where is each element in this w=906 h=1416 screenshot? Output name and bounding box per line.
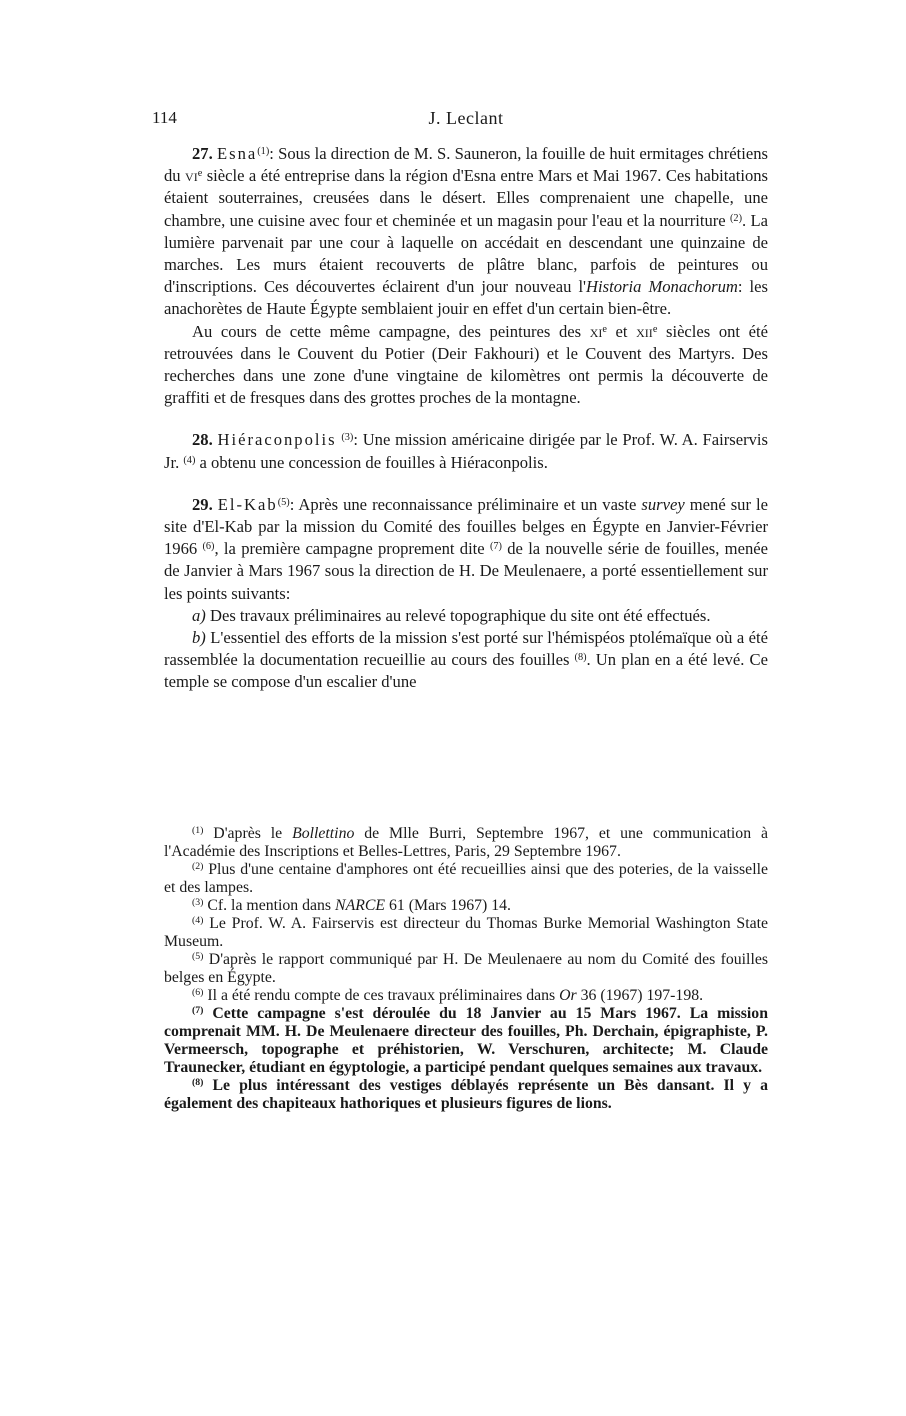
footnotes: [164, 825, 768, 1113]
page-header: [152, 108, 768, 132]
footnote-ref: (2): [730, 212, 742, 224]
running-head: J. Leclant: [428, 108, 504, 128]
footnote-8: $^{(8)}$ Le plus intéressant des vestiges déblayés représente un Bès dansant. Il y a également des chapiteaux hathoriques et plusieurs figures de lions.: [164, 1077, 768, 1112]
footnote-1: $^{(1)}$ D'après le Bollettino de Mlle Burri, Septembre 1967, et une communication à l'Académie des Inscriptions et Belles-Lettres, Paris, 29 Septembre 1967.: [164, 825, 768, 860]
footnote-4: $^{(4)}$ Le Prof. W. A. Fairservis est directeur du Thomas Burke Memorial Washington State Museum.: [164, 915, 768, 950]
paragraph-29: 29. El-Kab$^{(5)}$: Après une reconnaissance préliminaire et un vaste survey mené sur le site d'El-Kab par la mission du Comité des fouilles belges en Égypte en Janvier-Février 1966 $^{(6)}$, la première campagne proprement dite $^{(7)}$ de la nouvelle série de fouilles, menée de Janvier à Mars 1967 sous la direction de H. De Meulenaere, a porté essentiellement sur les points suivants:: [164, 494, 768, 603]
footnote-ref: (8): [574, 652, 587, 664]
paragraph-27-continued: Au cours de cette même campagne, des peintures des $xi^e$ et xii$^e$ siècles ont été retrouvées dans le Couvent du Potier (Deir Fakhouri) et le Couvent des Martyrs. Des recherches dans une zone d'une vingtaine de kilomètres ont permis la découverte de graffiti et de fresques dans des grottes proches de la montagne.: [164, 321, 768, 408]
paragraph-29-b: b) L'essentiel des efforts de la mission s'est porté sur l'hémispéos ptolémaïque où a été rassemblée la documentation recueillie au cours des fouilles $^{(8)}$. Un plan en a été levé. Ce temple se compose d'un escalier d'une: [164, 628, 768, 692]
footnote-ref: (7): [489, 541, 502, 553]
paragraph-28: 28. Hiéraconpolis $^{(3)}$: Une mission américaine dirigée par le Prof. W. A. Fairservis Jr. $^{(4)}$ a obtenu une concession de fouilles à Hiéraconpolis.: [164, 430, 768, 472]
footnote-6: $^{(6)}$ Il a été rendu compte de ces travaux préliminaires dans Or 36 (1967) 197-198.: [192, 987, 704, 1004]
site-name: Hiéraconpolis: [217, 430, 337, 450]
footnote-ref: (1): [257, 145, 270, 157]
footnote-2: $^{(2)}$ Plus d'une centaine d'amphores ont été recueillies ainsi que des poteries, de la vaisselle et des lampes.: [164, 861, 768, 896]
paragraph-29-a: a) Des travaux préliminaires au relevé topographique du site ont été effectués.: [192, 605, 711, 625]
site-name: El-Kab: [217, 494, 278, 514]
footnote-ref: (6): [202, 541, 215, 553]
footnote-ref: (4): [183, 454, 196, 466]
footnote-7: $^{(7)}$ Cette campagne s'est déroulée du 18 Janvier au 15 Mars 1967. La mission comprenait MM. H. De Meulenaere directeur des fouilles, Ph. Derchain, épigraphiste, P. Vermeersch, topographe et préhistorien, W. Verschuren, architecte; M. Claude Traunecker, étudiant en égyptologie, a participé pendant quelques semaines aux travaux.: [164, 1005, 768, 1076]
footnote-ref: (5): [277, 496, 290, 508]
footnote-3: $^{(3)}$ Cf. la mention dans NARCE 61 (Mars 1967) 14.: [192, 897, 511, 914]
body-text: [164, 143, 768, 694]
section-number: 27.: [192, 144, 213, 163]
section-number: 29.: [192, 494, 213, 514]
paragraph-27: 27. Esna$^{(1)}$: Sous la direction de M. S. Sauneron, la fouille de huit ermitages chrétiens du $vi^e$ siècle a été entreprise dans la région d'Esna entre Mars et Mai 1967. Ces habitations étaient souterraines, creusées dans le désert. Elles comprenaient une chapelle, une chambre, une cuisine avec four et cheminée et un magasin pour l'eau et la nourriture $^{(2)}$. La lumière parvenait par une cour à laquelle on accédait en descendant une quinzaine de marches. Les murs étaient recouverts de plâtre blanc, parfois de peintures ou d'inscriptions. Ces découvertes éclairent d'un jour nouveau l'Historia Monachorum: les anachorètes de Haute Égypte semblaient jouir en effet d'un certain bien-être.: [164, 144, 768, 319]
section-number: 28.: [192, 430, 213, 450]
site-name: Esna: [216, 144, 258, 163]
footnote-5: $^{(5)}$ D'après le rapport communiqué par H. De Meulenaere au nom du Comité des fouilles belges en Égypte.: [164, 951, 768, 986]
page-number: 114: [152, 108, 177, 127]
footnote-ref: (3): [341, 432, 354, 444]
